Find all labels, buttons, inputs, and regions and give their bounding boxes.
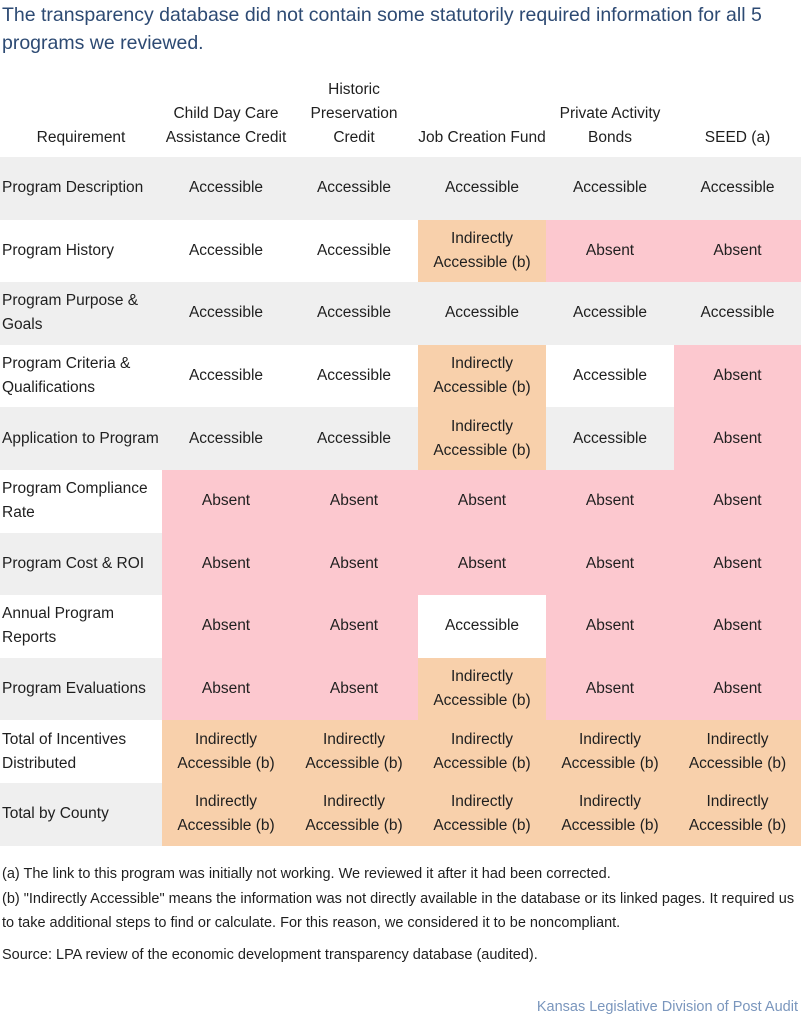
program-column-header: Historic Preservation Credit bbox=[310, 81, 398, 146]
footnotes bbox=[2, 862, 800, 967]
status-cell: Indirectly Accessible (b) bbox=[418, 345, 546, 408]
table-row bbox=[0, 658, 801, 721]
status-cell: Absent bbox=[546, 658, 674, 721]
status-cell: Absent bbox=[546, 470, 674, 533]
status-cell: Absent bbox=[546, 220, 674, 283]
status-cell: Accessible bbox=[418, 282, 546, 345]
status-cell: Accessible bbox=[546, 282, 674, 345]
status-cell: Absent bbox=[674, 345, 801, 408]
requirement-cell: Program Description bbox=[0, 157, 162, 220]
status-cell: Accessible bbox=[674, 157, 801, 220]
status-cell: Accessible bbox=[162, 157, 290, 220]
requirement-cell: Program Evaluations bbox=[0, 658, 162, 721]
status-cell: Accessible bbox=[546, 345, 674, 408]
table-row bbox=[0, 470, 801, 533]
table-row bbox=[0, 220, 801, 283]
requirement-column-header: Requirement bbox=[36, 129, 126, 146]
source-note: Source: LPA review of the economic development transparency database (audited). bbox=[2, 946, 538, 963]
status-cell: Indirectly Accessible (b) bbox=[418, 720, 546, 783]
status-cell: Indirectly Accessible (b) bbox=[418, 220, 546, 283]
status-cell: Accessible bbox=[290, 345, 418, 408]
status-cell: Absent bbox=[674, 595, 801, 658]
status-cell: Absent bbox=[674, 470, 801, 533]
program-column-header: Private Activity Bonds bbox=[559, 105, 661, 146]
program-column-header: SEED (a) bbox=[704, 129, 771, 146]
requirement-cell: Total of Incentives Distributed bbox=[0, 720, 162, 783]
requirement-cell: Program Compliance Rate bbox=[0, 470, 162, 533]
requirement-cell: Program Criteria & Qualifications bbox=[0, 345, 162, 408]
status-cell: Indirectly Accessible (b) bbox=[546, 720, 674, 783]
status-cell: Indirectly Accessible (b) bbox=[674, 783, 801, 846]
status-cell: Accessible bbox=[546, 157, 674, 220]
requirement-cell: Program History bbox=[0, 220, 162, 283]
status-cell: Absent bbox=[674, 658, 801, 721]
table-header-row bbox=[0, 73, 801, 157]
status-cell: Accessible bbox=[162, 220, 290, 283]
table-row bbox=[0, 407, 801, 470]
status-cell: Absent bbox=[546, 533, 674, 596]
status-cell: Absent bbox=[546, 595, 674, 658]
status-cell: Absent bbox=[290, 470, 418, 533]
status-cell: Accessible bbox=[546, 407, 674, 470]
program-column-header: Job Creation Fund bbox=[418, 129, 546, 146]
table-row bbox=[0, 595, 801, 658]
status-cell: Accessible bbox=[290, 407, 418, 470]
page-title: The transparency database did not contain some statutorily required information for all 5 programs we reviewed. bbox=[2, 4, 762, 54]
status-cell: Accessible bbox=[290, 157, 418, 220]
status-cell: Absent bbox=[162, 533, 290, 596]
footnote-a: (a) The link to this program was initially not working. We reviewed it after it had been corrected. bbox=[2, 866, 611, 882]
status-cell: Absent bbox=[162, 470, 290, 533]
status-cell: Accessible bbox=[418, 157, 546, 220]
status-cell: Accessible bbox=[290, 282, 418, 345]
status-cell: Absent bbox=[162, 595, 290, 658]
status-cell: Accessible bbox=[162, 345, 290, 408]
status-cell: Absent bbox=[674, 533, 801, 596]
status-cell: Accessible bbox=[674, 282, 801, 345]
requirement-cell: Application to Program bbox=[0, 407, 162, 470]
status-cell: Absent bbox=[162, 658, 290, 721]
status-cell: Indirectly Accessible (b) bbox=[290, 720, 418, 783]
table-body bbox=[0, 157, 801, 846]
status-cell: Indirectly Accessible (b) bbox=[418, 783, 546, 846]
table-row bbox=[0, 282, 801, 345]
status-cell: Accessible bbox=[162, 282, 290, 345]
table-row bbox=[0, 533, 801, 596]
status-cell: Indirectly Accessible (b) bbox=[418, 407, 546, 470]
status-cell: Indirectly Accessible (b) bbox=[418, 658, 546, 721]
table-row bbox=[0, 345, 801, 408]
footnote-b: (b) "Indirectly Accessible" means the information was not directly available in the database or its linked pages. It required us to take additional steps to find or calculate. For this reason, we considered it to be noncompliant. bbox=[2, 890, 795, 931]
requirement-cell: Total by County bbox=[0, 783, 162, 846]
requirement-cell: Program Cost & ROI bbox=[0, 533, 162, 596]
status-cell: Accessible bbox=[418, 595, 546, 658]
requirements-table bbox=[0, 73, 801, 846]
status-cell: Absent bbox=[290, 595, 418, 658]
requirement-cell: Program Purpose & Goals bbox=[0, 282, 162, 345]
status-cell: Indirectly Accessible (b) bbox=[162, 783, 290, 846]
program-column-header: Child Day Care Assistance Credit bbox=[165, 105, 287, 146]
status-cell: Accessible bbox=[290, 220, 418, 283]
table-row bbox=[0, 783, 801, 846]
status-cell: Indirectly Accessible (b) bbox=[674, 720, 801, 783]
status-cell: Accessible bbox=[162, 407, 290, 470]
requirement-cell: Annual Program Reports bbox=[0, 595, 162, 658]
table-row bbox=[0, 720, 801, 783]
status-cell: Indirectly Accessible (b) bbox=[546, 783, 674, 846]
status-cell: Absent bbox=[674, 220, 801, 283]
status-cell: Absent bbox=[418, 533, 546, 596]
status-cell: Indirectly Accessible (b) bbox=[162, 720, 290, 783]
status-cell: Absent bbox=[290, 533, 418, 596]
status-cell: Absent bbox=[418, 470, 546, 533]
footer-credit: Kansas Legislative Division of Post Audit bbox=[536, 999, 798, 1015]
status-cell: Absent bbox=[290, 658, 418, 721]
status-cell: Indirectly Accessible (b) bbox=[290, 783, 418, 846]
table-row bbox=[0, 157, 801, 220]
status-cell: Absent bbox=[674, 407, 801, 470]
